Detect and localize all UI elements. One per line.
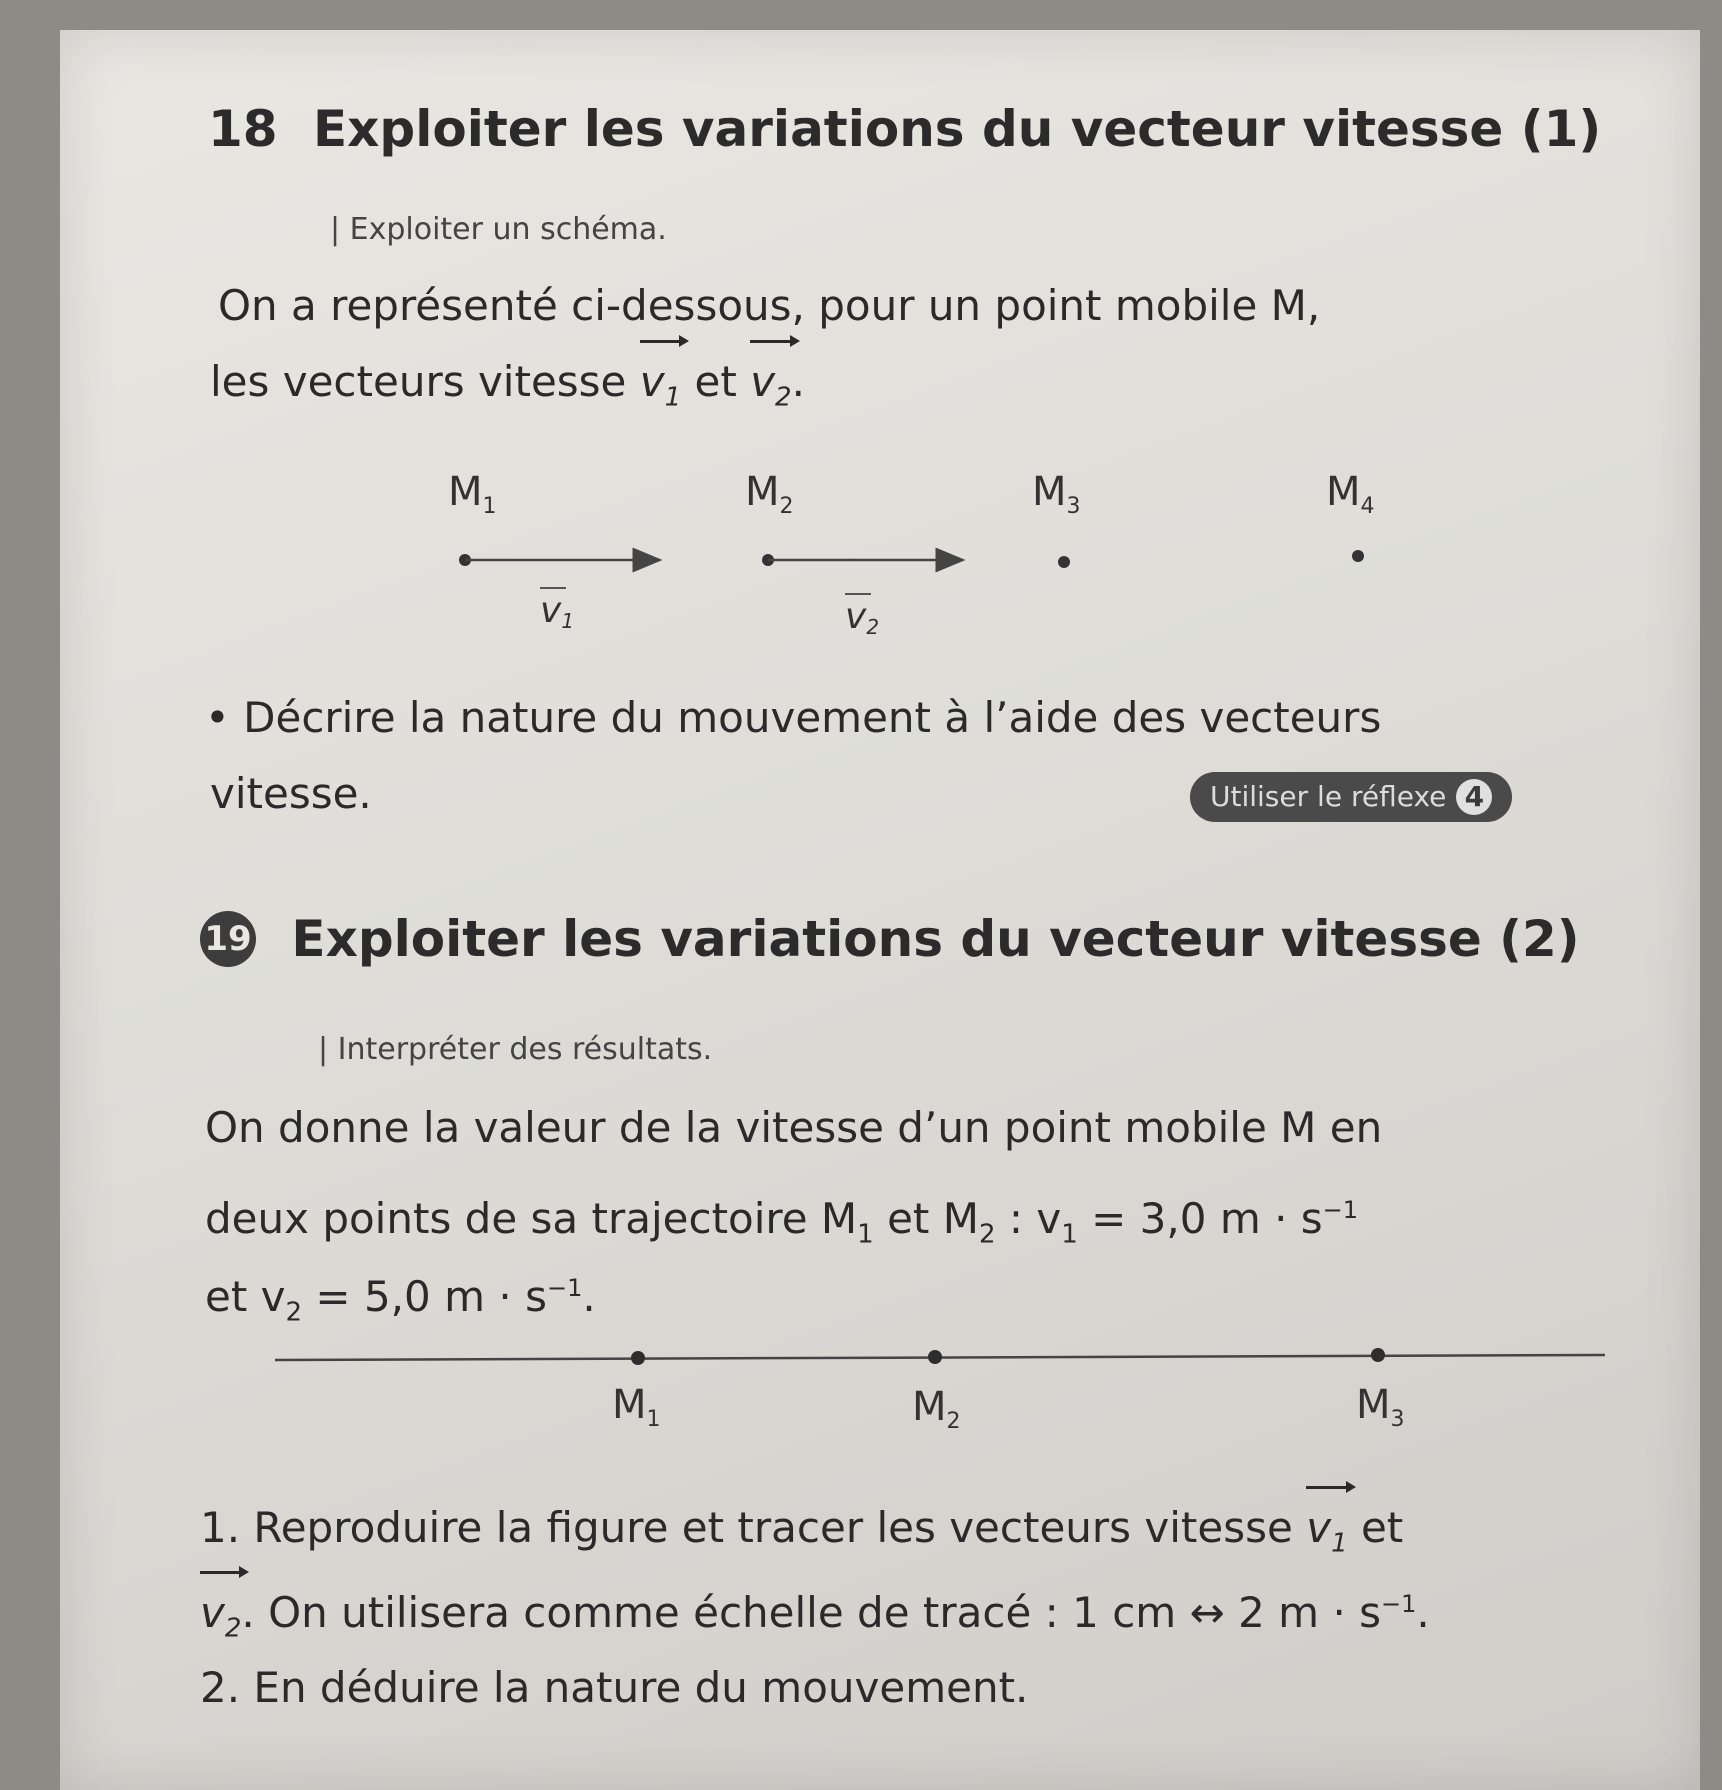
fig18-point-label-4: $M_4$ — [1326, 469, 1375, 519]
figure-19 — [275, 1348, 1605, 1434]
figure-18 — [448, 469, 1375, 639]
fig19-point-label-2: $M_2$ — [912, 1384, 961, 1434]
fig19-point-1 — [631, 1351, 645, 1365]
fig18-point-4 — [1352, 550, 1364, 562]
question-1-et: et — [1360, 1503, 1404, 1552]
fig19-point-label-1: $M_1$ — [612, 1382, 661, 1432]
exercise-18-question-line1 — [205, 680, 1381, 756]
question-1-vector-v1: $v_1$ — [1306, 1490, 1347, 1581]
fig18-point-label-2: $M_2$ — [745, 469, 794, 519]
vector-v2: $v_2$ — [750, 344, 791, 435]
exercise-19-title-text: Exploiter les variations du vecteur vitesse (2) — [291, 910, 1580, 968]
exercise-18-title-text: Exploiter les variations du vecteur vitesse (1) — [313, 100, 1602, 158]
vector-v1: $v_1$ — [640, 344, 681, 435]
question-1-vector-v2: $v_2$ — [200, 1575, 241, 1666]
fig18-vector-label-1: v1 — [540, 590, 575, 633]
exercise-18-et: et — [694, 357, 737, 406]
exercise-18-line1: On a représenté ci-dessous, pour un point mobile M, — [218, 281, 1321, 330]
exercise-19-line3: et $v_2 = 5,0$ $m \cdot s^{-1}$. — [205, 1272, 596, 1328]
exercise-19-question-2: 2. En déduire la nature du mouvement. — [200, 1663, 1029, 1712]
exercise-19-title — [200, 910, 1580, 971]
exercise-19-question-1-line2: $v_2$. On utilisera comme échelle de tracé : 1 cm ↔ 2 $m \cdot s^{-1}$. — [200, 1566, 1430, 1666]
fig19-point-2 — [928, 1350, 942, 1364]
exercise-19-skill: | Interpréter des résultats. — [318, 1032, 713, 1067]
reflex-badge-text: Utiliser le réflexe — [1210, 780, 1447, 813]
exercise-18-question-line2: vitesse. — [210, 769, 372, 818]
exercise-19-number: 19 — [200, 911, 256, 967]
question-text: Décrire la nature du mouvement à l’aide des vecteurs — [243, 693, 1382, 742]
exercise-18-number: 18 — [208, 100, 278, 158]
fig18-point-3 — [1058, 556, 1070, 568]
reflex-badge-number: 4 — [1456, 779, 1492, 815]
reflex-badge — [1190, 772, 1512, 822]
fig18-vector-label-2: v2 — [845, 596, 880, 639]
exercise-18-skill: | Exploiter un schéma. — [330, 212, 667, 247]
exercise-18-line2-end: . — [791, 357, 805, 406]
exercise-19-line1: On donne la valeur de la vitesse d’un point mobile M en — [205, 1103, 1383, 1152]
exercise-19-line2: deux points de sa trajectoire $M_1$ et $M_2$ : $v_1 = 3,0$ $m \cdot s^{-1}$ — [205, 1194, 1359, 1250]
fig18-point-label-3: $M_3$ — [1032, 469, 1081, 519]
question-1-text: 1. Reproduire la figure et tracer les vecteurs vitesse — [200, 1503, 1293, 1552]
fig19-point-3 — [1371, 1348, 1385, 1362]
fig18-point-label-1: $M_1$ — [448, 469, 497, 519]
fig19-point-label-3: $M_3$ — [1356, 1382, 1405, 1432]
question-bullet: • — [205, 693, 230, 742]
exercise-18-line2-prefix: les vecteurs vitesse — [210, 357, 627, 406]
